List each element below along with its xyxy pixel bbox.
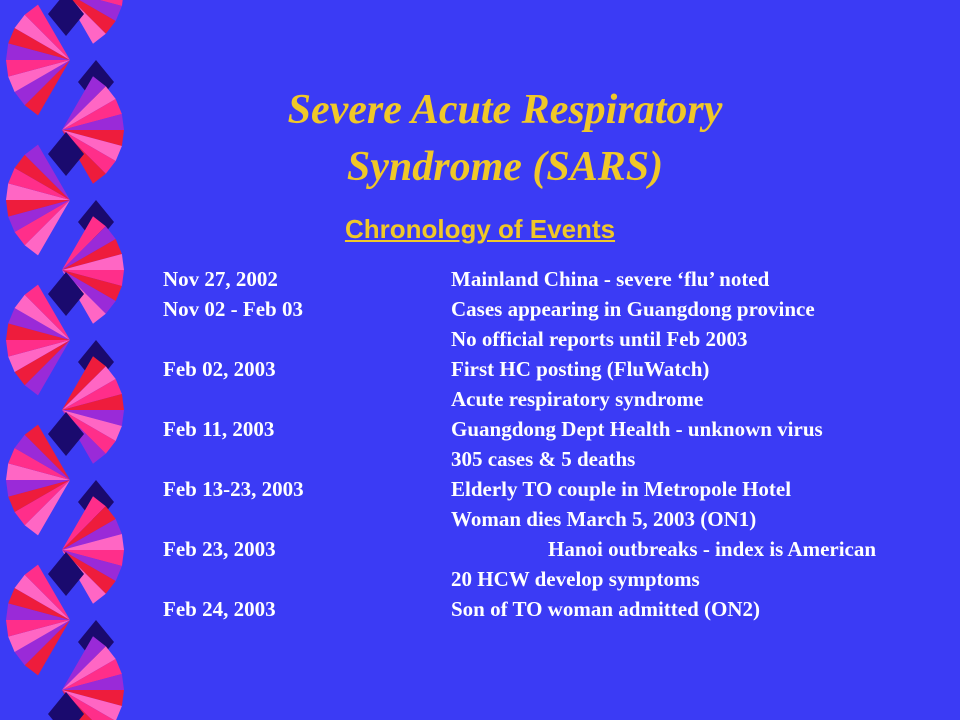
event-description: Woman dies March 5, 2003 (ON1): [451, 507, 757, 531]
fan-border-decoration: [0, 0, 130, 720]
event-date: Feb 23, 2003: [163, 537, 276, 561]
event-date: Nov 02 - Feb 03: [163, 297, 303, 321]
event-row: [163, 324, 960, 354]
event-row: [163, 474, 960, 504]
event-description: 20 HCW develop symptoms: [451, 567, 700, 591]
event-description: Cases appearing in Guangdong province: [451, 297, 815, 321]
event-description: Hanoi outbreaks - index is American: [548, 537, 877, 561]
slide-subtitle: Chronology of Events: [344, 214, 616, 244]
event-row: [163, 414, 960, 444]
event-row: [163, 444, 960, 474]
title-line-2: Syndrome (SARS): [346, 144, 664, 190]
event-row: [163, 264, 960, 294]
event-date: Feb 02, 2003: [163, 357, 276, 381]
event-row: [163, 384, 960, 414]
event-description: Mainland China - severe ‘flu’ noted: [451, 267, 770, 291]
event-list: [163, 264, 960, 624]
event-row: [163, 294, 960, 324]
event-row: [163, 354, 960, 384]
event-description: No official reports until Feb 2003: [451, 327, 748, 351]
event-row: [163, 594, 960, 624]
event-row: [163, 534, 960, 564]
event-description: Acute respiratory syndrome: [451, 387, 704, 411]
slide-title: [230, 82, 780, 196]
event-description: 305 cases & 5 deaths: [451, 447, 636, 471]
event-row: [163, 564, 960, 594]
event-description: Elderly TO couple in Metropole Hotel: [451, 477, 792, 501]
event-date: Feb 13-23, 2003: [163, 477, 304, 501]
event-description: First HC posting (FluWatch): [451, 357, 710, 381]
event-description: Guangdong Dept Health - unknown virus: [451, 417, 823, 441]
event-description: Son of TO woman admitted (ON2): [451, 597, 761, 621]
event-date: Feb 11, 2003: [163, 417, 275, 441]
title-line-1: Severe Acute Respiratory: [287, 87, 723, 133]
event-row: [163, 504, 960, 534]
event-date: Nov 27, 2002: [163, 267, 278, 291]
event-date: Feb 24, 2003: [163, 597, 276, 621]
